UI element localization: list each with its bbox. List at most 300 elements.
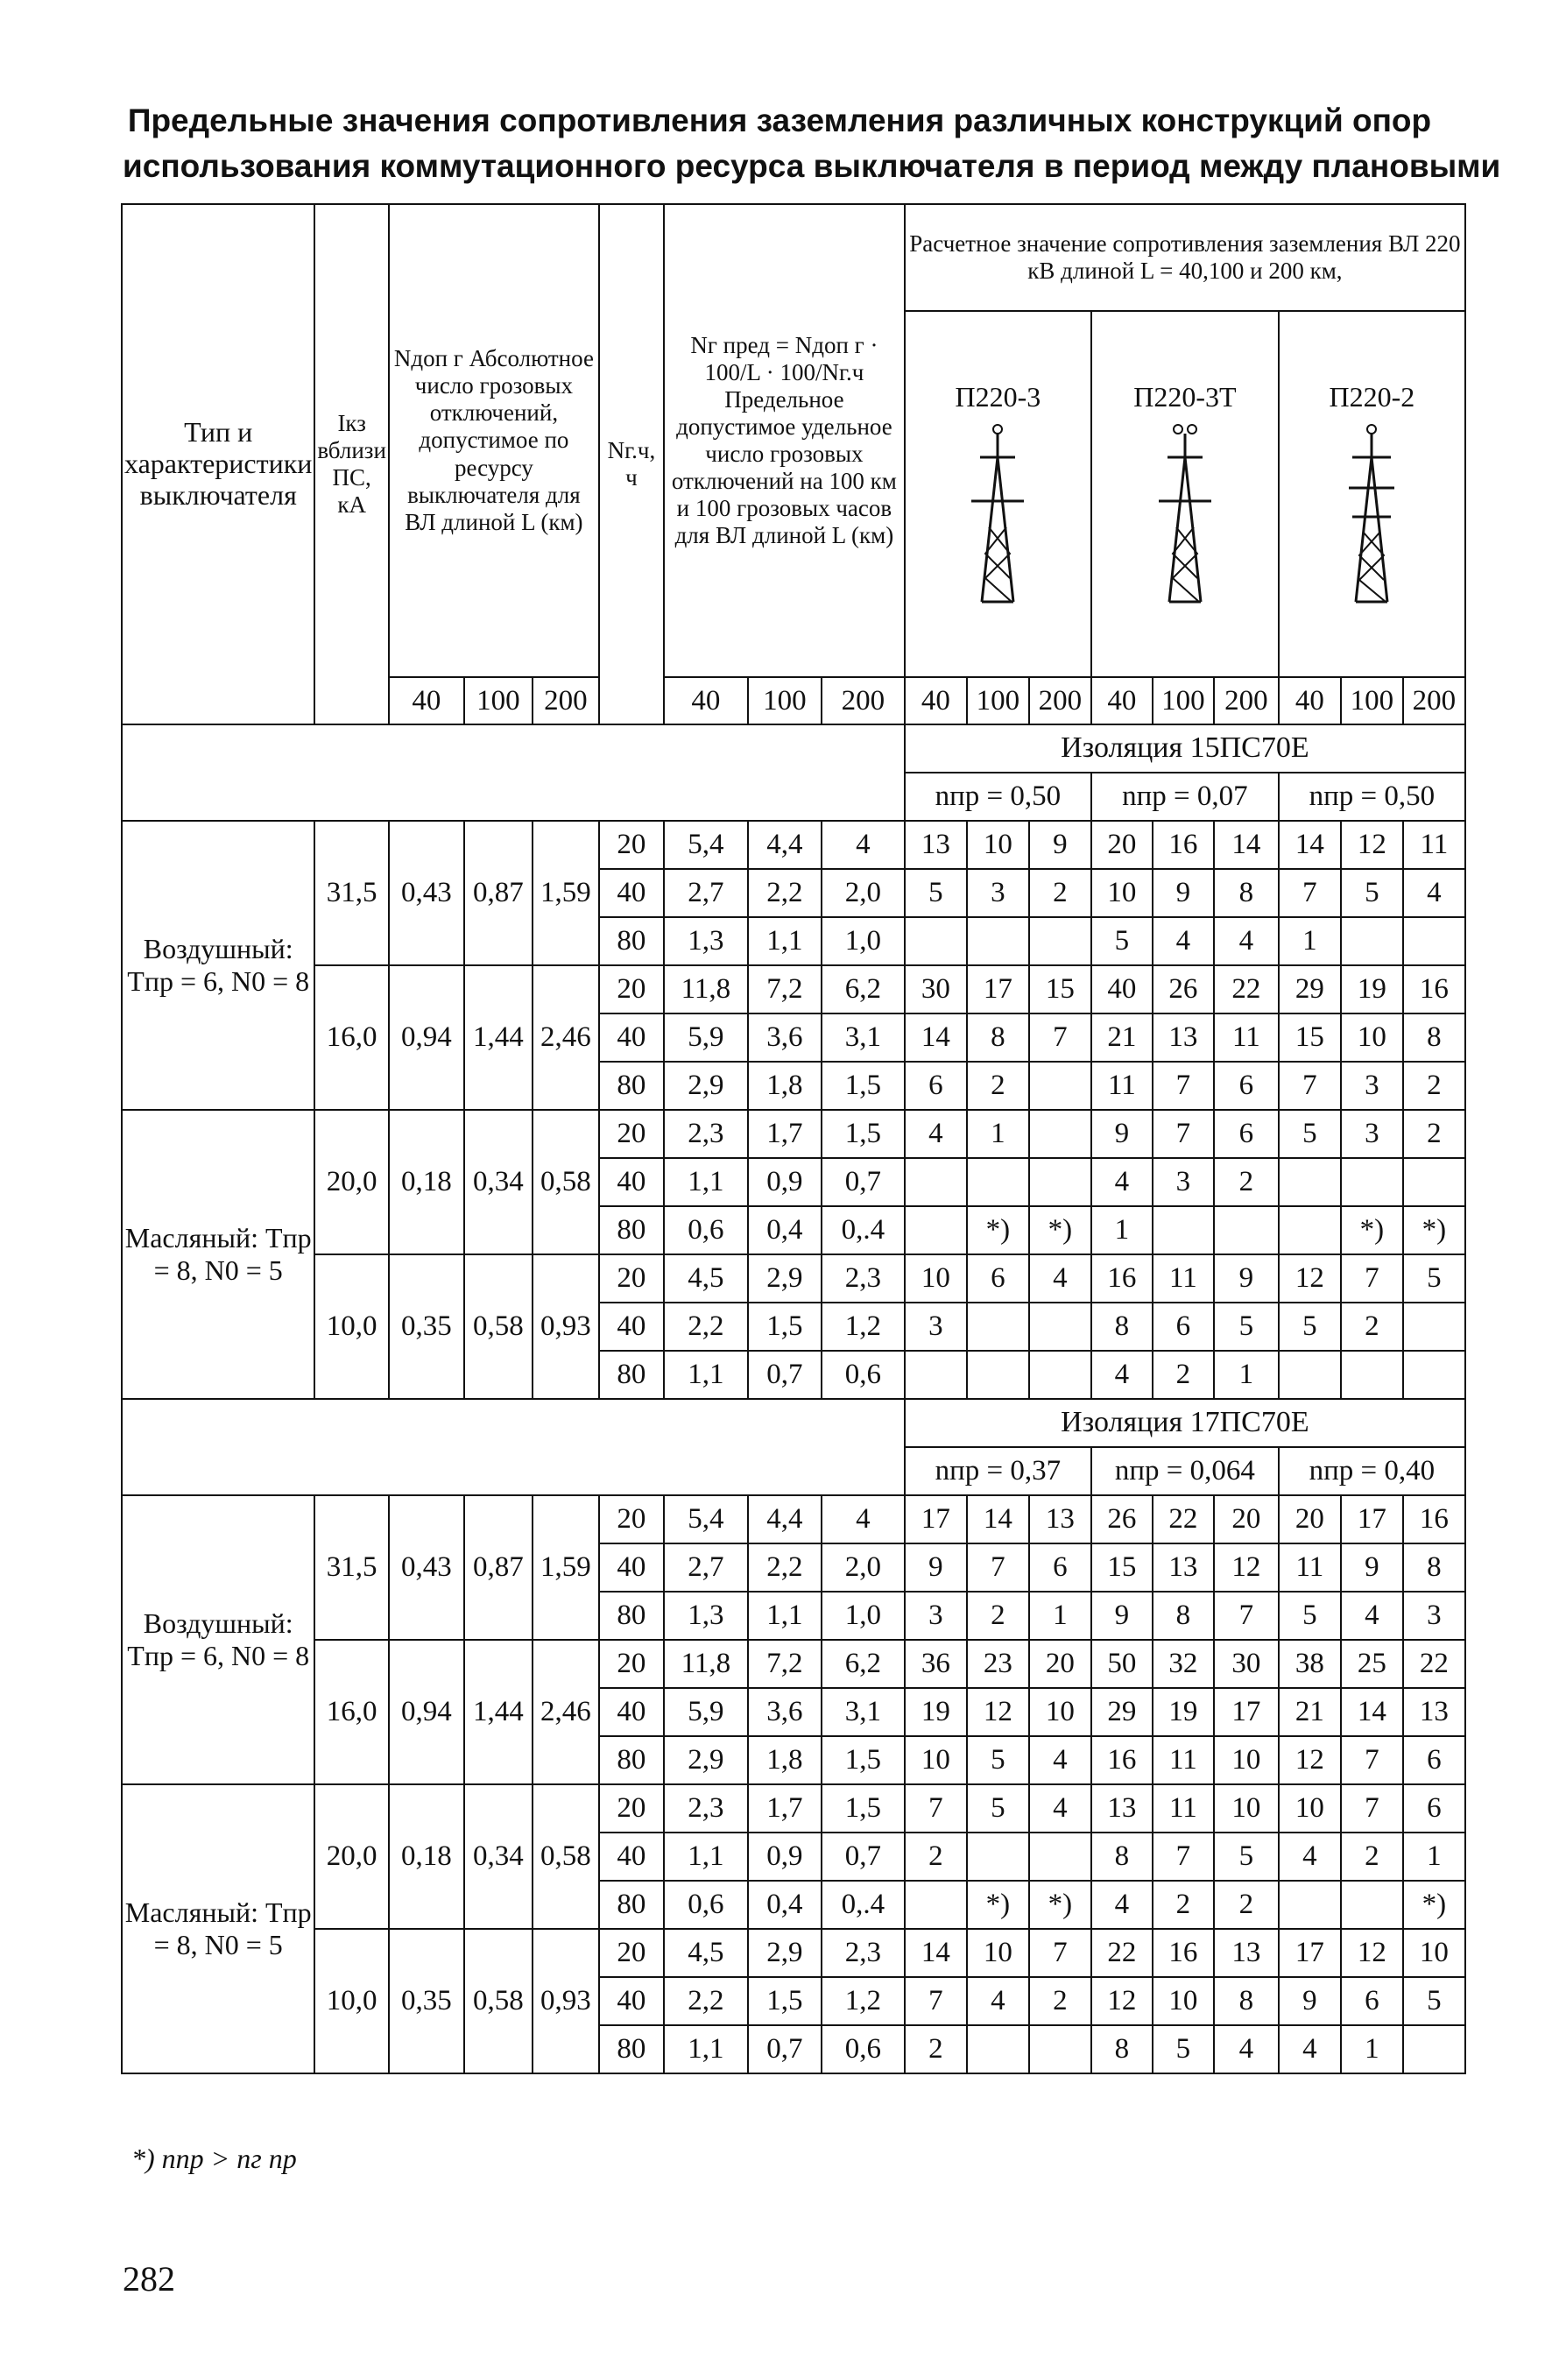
data-cell: 40 xyxy=(599,1688,664,1736)
data-cell: 20 xyxy=(599,1640,664,1688)
data-cell: 10 xyxy=(1091,869,1153,917)
data-cell: 1,0 xyxy=(822,917,905,965)
data-cell: 13 xyxy=(1214,1929,1279,1977)
data-cell: 23 xyxy=(967,1640,1029,1688)
data-cell: 11 xyxy=(1403,821,1465,869)
data-cell: 6,2 xyxy=(822,1640,905,1688)
data-cell: 2 xyxy=(1403,1110,1465,1158)
breaker-type: Масляный: Tпр = 8, N0 = 5 xyxy=(122,1784,314,2073)
data-cell: 17 xyxy=(905,1495,967,1543)
data-cell: 4 xyxy=(1214,917,1279,965)
data-cell: 16 xyxy=(1403,1495,1465,1543)
data-cell: 19 xyxy=(905,1688,967,1736)
data-cell: 4,5 xyxy=(664,1254,748,1303)
data-cell xyxy=(967,1158,1029,1206)
data-cell: 4 xyxy=(1153,917,1214,965)
data-cell xyxy=(905,917,967,965)
table-row xyxy=(122,1110,1465,1158)
data-cell: 14 xyxy=(967,1495,1029,1543)
title-line-1: Предельные значения сопротивления заземления различных конструкций опор xyxy=(127,102,1432,138)
data-cell xyxy=(1403,917,1465,965)
data-cell: 20 xyxy=(1029,1640,1091,1688)
data-cell: 2 xyxy=(1029,869,1091,917)
data-cell: 22 xyxy=(1214,965,1279,1013)
data-cell: 7 xyxy=(967,1543,1029,1592)
data-cell: 16 xyxy=(1403,965,1465,1013)
data-cell: 3 xyxy=(967,869,1029,917)
data-cell: 20 xyxy=(599,1929,664,1977)
data-cell: 1,5 xyxy=(822,1110,905,1158)
ndop-value: 0,34 xyxy=(464,1784,533,1929)
data-cell: 80 xyxy=(599,1592,664,1640)
data-cell: 7 xyxy=(1029,1013,1091,1062)
data-cell: 9 xyxy=(1341,1543,1403,1592)
data-cell: 1,1 xyxy=(664,2025,748,2073)
data-cell: 13 xyxy=(1091,1784,1153,1833)
data-cell: 5 xyxy=(905,869,967,917)
breaker-type: Масляный: Tпр = 8, N0 = 5 xyxy=(122,1110,314,1399)
ndop-value: 0,58 xyxy=(533,1784,599,1929)
ndop-value: 0,93 xyxy=(533,1254,599,1399)
data-cell: 2,2 xyxy=(748,869,822,917)
data-cell: 13 xyxy=(905,821,967,869)
ik-value: 16,0 xyxy=(314,1640,389,1784)
data-cell: 4 xyxy=(1029,1784,1091,1833)
data-cell: 7 xyxy=(1341,1254,1403,1303)
data-cell xyxy=(1403,1158,1465,1206)
insulation-row xyxy=(122,724,1465,773)
data-cell: 14 xyxy=(1214,821,1279,869)
ndop-value: 0,94 xyxy=(389,965,464,1110)
ik-value: 10,0 xyxy=(314,1929,389,2073)
ndop-value: 2,46 xyxy=(533,965,599,1110)
data-cell: 14 xyxy=(905,1929,967,1977)
data-cell: 20 xyxy=(599,965,664,1013)
data-cell: 26 xyxy=(1091,1495,1153,1543)
data-cell: 4 xyxy=(1214,2025,1279,2073)
data-cell: 4 xyxy=(1403,869,1465,917)
data-cell: 40 xyxy=(599,1977,664,2025)
data-cell: 10 xyxy=(1214,1784,1279,1833)
data-cell: 5,4 xyxy=(664,821,748,869)
data-cell: 11 xyxy=(1153,1736,1214,1784)
data-cell: 2,3 xyxy=(664,1110,748,1158)
data-cell: 9 xyxy=(1214,1254,1279,1303)
data-cell: 5,9 xyxy=(664,1688,748,1736)
data-cell: 14 xyxy=(1279,821,1341,869)
insulation-label: Изоляция 15ПС70Е xyxy=(905,724,1465,773)
data-cell: 20 xyxy=(599,821,664,869)
data-cell: 1 xyxy=(1341,2025,1403,2073)
data-cell: 1,5 xyxy=(822,1784,905,1833)
ngch-header: Nг.ч, ч xyxy=(599,204,664,724)
ndop-value: 0,35 xyxy=(389,1254,464,1399)
data-cell: 7 xyxy=(1153,1062,1214,1110)
ndop-value: 0,34 xyxy=(464,1110,533,1254)
data-cell: 2 xyxy=(1214,1881,1279,1929)
data-cell: 2 xyxy=(1029,1977,1091,2025)
ndop-value: 0,58 xyxy=(533,1110,599,1254)
data-cell: 10 xyxy=(1214,1736,1279,1784)
data-cell: 13 xyxy=(1403,1688,1465,1736)
data-cell: 1,5 xyxy=(822,1736,905,1784)
page-title xyxy=(123,98,1501,189)
data-cell: 2,3 xyxy=(822,1254,905,1303)
data-cell: 7,2 xyxy=(748,1640,822,1688)
data-cell: 29 xyxy=(1091,1688,1153,1736)
ndop-value: 1,59 xyxy=(533,821,599,965)
breaker-type: Воздушный: Tпр = 6, N0 = 8 xyxy=(122,821,314,1110)
data-cell: 8 xyxy=(1403,1013,1465,1062)
data-cell: 8 xyxy=(1214,869,1279,917)
data-cell: 8 xyxy=(1403,1543,1465,1592)
data-cell: 10 xyxy=(967,1929,1029,1977)
data-cell: 21 xyxy=(1279,1688,1341,1736)
data-cell: 10 xyxy=(905,1736,967,1784)
data-cell: 0,7 xyxy=(822,1833,905,1881)
ik-value: 16,0 xyxy=(314,965,389,1110)
data-cell: 22 xyxy=(1091,1929,1153,1977)
ik-value: 20,0 xyxy=(314,1784,389,1929)
ndop-header: Nдоп г Абсолютное число грозовых отключений, допустимое по ресурсу выключателя для ВЛ длиной L (км) xyxy=(389,204,599,677)
footnote: *) nпр > nг пр xyxy=(131,2143,297,2174)
data-cell: 1,1 xyxy=(748,917,822,965)
data-cell: 20 xyxy=(1091,821,1153,869)
data-cell: 38 xyxy=(1279,1640,1341,1688)
len-header: 200 xyxy=(1403,677,1465,724)
data-cell: 1 xyxy=(1214,1351,1279,1399)
len-header: 200 xyxy=(1029,677,1091,724)
resistance-header: Расчетное значение сопротивления заземления ВЛ 220 кВ длиной L = 40,100 и 200 км, xyxy=(905,204,1465,311)
data-cell: 3 xyxy=(1403,1592,1465,1640)
data-cell xyxy=(1029,917,1091,965)
data-cell: 4 xyxy=(1279,1833,1341,1881)
data-cell: 6 xyxy=(1214,1062,1279,1110)
ndop-value: 1,44 xyxy=(464,965,533,1110)
data-cell: 1,2 xyxy=(822,1977,905,2025)
data-cell: 4 xyxy=(822,821,905,869)
data-cell: 4 xyxy=(967,1977,1029,2025)
data-cell: 9 xyxy=(1091,1592,1153,1640)
data-cell xyxy=(1279,1206,1341,1254)
data-cell: 8 xyxy=(967,1013,1029,1062)
data-cell: 11 xyxy=(1279,1543,1341,1592)
ndop-value: 0,58 xyxy=(464,1254,533,1399)
table-row xyxy=(122,821,1465,869)
data-cell: 80 xyxy=(599,1062,664,1110)
data-cell xyxy=(905,1158,967,1206)
data-cell: 10 xyxy=(1029,1688,1091,1736)
tower-name: П220-3Т xyxy=(1133,381,1237,413)
data-cell: 1,8 xyxy=(748,1736,822,1784)
data-cell: 5 xyxy=(1403,1254,1465,1303)
data-cell: 21 xyxy=(1091,1013,1153,1062)
data-cell: 11 xyxy=(1153,1254,1214,1303)
data-cell: 40 xyxy=(599,1543,664,1592)
n-value: nпр = 0,40 xyxy=(1279,1447,1465,1495)
data-cell: 12 xyxy=(1214,1543,1279,1592)
tower-p220-3 xyxy=(905,311,1091,677)
data-cell: 8 xyxy=(1091,1833,1153,1881)
data-cell: 0,4 xyxy=(748,1881,822,1929)
ndop-value: 1,59 xyxy=(533,1495,599,1640)
data-cell: 40 xyxy=(599,1303,664,1351)
blank-cell xyxy=(122,724,905,821)
npred-header: Nг пред = Nдоп г · 100/L · 100/Nг.ч Предельное допустимое удельное число грозовых отключений на 100 км и 100 грозовых часов для ВЛ длиной L (км) xyxy=(664,204,905,677)
data-cell: 10 xyxy=(1341,1013,1403,1062)
data-cell: 7 xyxy=(905,1784,967,1833)
data-cell: 4 xyxy=(1341,1592,1403,1640)
ik-value: 31,5 xyxy=(314,1495,389,1640)
data-cell: 40 xyxy=(599,1013,664,1062)
data-cell: 3,1 xyxy=(822,1688,905,1736)
data-cell: 0,9 xyxy=(748,1158,822,1206)
data-cell: 12 xyxy=(1091,1977,1153,2025)
data-cell: 12 xyxy=(1341,1929,1403,1977)
len-header: 200 xyxy=(1214,677,1279,724)
data-cell xyxy=(1341,917,1403,965)
tower-name: П220-3 xyxy=(955,381,1041,413)
data-cell: 1,3 xyxy=(664,917,748,965)
data-cell: 1,5 xyxy=(748,1977,822,2025)
data-cell: 15 xyxy=(1279,1013,1341,1062)
data-cell: 9 xyxy=(1091,1110,1153,1158)
data-cell: 16 xyxy=(1153,1929,1214,1977)
data-cell: 12 xyxy=(967,1688,1029,1736)
len-header: 100 xyxy=(967,677,1029,724)
data-cell: 29 xyxy=(1279,965,1341,1013)
data-cell xyxy=(905,1206,967,1254)
data-cell: 2,2 xyxy=(664,1977,748,2025)
data-cell: 1 xyxy=(1029,1592,1091,1640)
data-cell: 3,1 xyxy=(822,1013,905,1062)
data-cell: 4 xyxy=(1091,1158,1153,1206)
data-cell: 2,2 xyxy=(748,1543,822,1592)
data-cell: 3 xyxy=(905,1592,967,1640)
data-cell: 30 xyxy=(905,965,967,1013)
data-cell: 3 xyxy=(1153,1158,1214,1206)
data-cell: 4 xyxy=(1029,1736,1091,1784)
data-cell: *) xyxy=(1341,1206,1403,1254)
data-cell: 9 xyxy=(905,1543,967,1592)
data-cell: 2 xyxy=(905,1833,967,1881)
len-header: 40 xyxy=(1091,677,1153,724)
n-value: nпр = 0,50 xyxy=(905,773,1091,821)
data-cell: 17 xyxy=(1341,1495,1403,1543)
data-cell: 0,7 xyxy=(748,2025,822,2073)
data-cell: 17 xyxy=(1214,1688,1279,1736)
len-header: 40 xyxy=(664,677,748,724)
ndop-value: 0,93 xyxy=(533,1929,599,2073)
data-cell: 2 xyxy=(1153,1881,1214,1929)
data-cell: 20 xyxy=(1279,1495,1341,1543)
data-cell: 2,3 xyxy=(664,1784,748,1833)
data-cell: 13 xyxy=(1153,1013,1214,1062)
data-cell: 14 xyxy=(905,1013,967,1062)
data-cell: 13 xyxy=(1029,1495,1091,1543)
data-cell: 1,1 xyxy=(748,1592,822,1640)
data-cell: 1 xyxy=(1403,1833,1465,1881)
data-cell: 2,7 xyxy=(664,869,748,917)
data-cell: 10 xyxy=(1279,1784,1341,1833)
data-cell: 80 xyxy=(599,2025,664,2073)
data-cell xyxy=(967,1833,1029,1881)
data-cell: 11 xyxy=(1214,1013,1279,1062)
len-header: 100 xyxy=(748,677,822,724)
ik-value: 10,0 xyxy=(314,1254,389,1399)
data-cell: 20 xyxy=(599,1784,664,1833)
data-cell: 20 xyxy=(599,1495,664,1543)
type-header: Тип и характеристики выключателя xyxy=(122,204,314,724)
data-cell xyxy=(967,1351,1029,1399)
data-cell: 20 xyxy=(599,1110,664,1158)
data-cell: 11 xyxy=(1153,1784,1214,1833)
data-cell: 17 xyxy=(1279,1929,1341,1977)
data-cell: 1 xyxy=(967,1110,1029,1158)
n-value: nпр = 0,50 xyxy=(1279,773,1465,821)
data-cell: 0,7 xyxy=(748,1351,822,1399)
data-cell: 3 xyxy=(1341,1062,1403,1110)
data-cell: 5 xyxy=(1279,1592,1341,1640)
data-cell: 7 xyxy=(1279,869,1341,917)
data-cell: 0,.4 xyxy=(822,1206,905,1254)
data-cell: 20 xyxy=(1214,1495,1279,1543)
table-row xyxy=(122,1495,1465,1543)
data-cell: 1 xyxy=(1279,917,1341,965)
data-cell: 7 xyxy=(1153,1833,1214,1881)
data-cell: 0,.4 xyxy=(822,1881,905,1929)
data-cell xyxy=(905,1881,967,1929)
n-value: nпр = 0,37 xyxy=(905,1447,1091,1495)
ndop-value: 0,58 xyxy=(464,1929,533,2073)
data-cell: 2,9 xyxy=(748,1929,822,1977)
data-cell: 12 xyxy=(1279,1254,1341,1303)
data-cell: 4 xyxy=(905,1110,967,1158)
data-cell: 5 xyxy=(1214,1303,1279,1351)
resistance-table xyxy=(121,203,1466,2074)
data-cell: 15 xyxy=(1029,965,1091,1013)
data-cell xyxy=(967,2025,1029,2073)
data-cell: 1,1 xyxy=(664,1351,748,1399)
data-cell: 2,0 xyxy=(822,1543,905,1592)
data-cell: 80 xyxy=(599,1736,664,1784)
data-cell: *) xyxy=(967,1881,1029,1929)
table-row xyxy=(122,1640,1465,1688)
data-cell: 80 xyxy=(599,1881,664,1929)
len-header: 40 xyxy=(1279,677,1341,724)
breaker-type: Воздушный: Tпр = 6, N0 = 8 xyxy=(122,1495,314,1784)
len-header: 40 xyxy=(389,677,464,724)
data-cell: 6 xyxy=(967,1254,1029,1303)
data-cell: *) xyxy=(1403,1881,1465,1929)
data-cell: 11,8 xyxy=(664,1640,748,1688)
table-row xyxy=(122,1784,1465,1833)
data-cell: 80 xyxy=(599,917,664,965)
data-cell: 5,9 xyxy=(664,1013,748,1062)
data-cell: 16 xyxy=(1091,1736,1153,1784)
data-cell: 1,5 xyxy=(748,1303,822,1351)
data-cell: 12 xyxy=(1279,1736,1341,1784)
data-cell: 1,1 xyxy=(664,1158,748,1206)
data-cell: 5 xyxy=(1091,917,1153,965)
data-cell: 6 xyxy=(905,1062,967,1110)
ndop-value: 0,18 xyxy=(389,1110,464,1254)
data-cell: 0,7 xyxy=(822,1158,905,1206)
data-cell: 8 xyxy=(1153,1592,1214,1640)
data-cell: 5 xyxy=(967,1736,1029,1784)
data-cell: 4 xyxy=(1029,1254,1091,1303)
data-cell: 5 xyxy=(1214,1833,1279,1881)
data-cell: 5,4 xyxy=(664,1495,748,1543)
insulation-row xyxy=(122,1399,1465,1447)
data-cell: 6 xyxy=(1341,1977,1403,2025)
data-cell xyxy=(1403,2025,1465,2073)
data-cell xyxy=(1403,1351,1465,1399)
data-cell: 0,4 xyxy=(748,1206,822,1254)
data-cell: 9 xyxy=(1279,1977,1341,2025)
data-cell: 10 xyxy=(967,821,1029,869)
table-body xyxy=(122,724,1465,2073)
data-cell: *) xyxy=(1403,1206,1465,1254)
data-cell: 7 xyxy=(1153,1110,1214,1158)
len-header: 100 xyxy=(1153,677,1214,724)
data-cell: 2 xyxy=(967,1062,1029,1110)
len-header: 100 xyxy=(464,677,533,724)
data-cell: 26 xyxy=(1153,965,1214,1013)
data-cell: 1,7 xyxy=(748,1784,822,1833)
data-cell: 1,0 xyxy=(822,1592,905,1640)
data-cell: 0,6 xyxy=(664,1206,748,1254)
data-cell: 19 xyxy=(1341,965,1403,1013)
tower-icon xyxy=(1150,422,1220,606)
data-cell: 2,7 xyxy=(664,1543,748,1592)
data-cell xyxy=(1214,1206,1279,1254)
data-cell: 5 xyxy=(1279,1303,1341,1351)
data-cell: *) xyxy=(1029,1206,1091,1254)
data-cell: 8 xyxy=(1214,1977,1279,2025)
data-cell: 7 xyxy=(1279,1062,1341,1110)
tower-icon xyxy=(963,422,1033,606)
data-cell xyxy=(1341,1881,1403,1929)
data-cell: 4,4 xyxy=(748,821,822,869)
data-cell: 10 xyxy=(1153,1977,1214,2025)
data-cell: 11 xyxy=(1091,1062,1153,1110)
data-cell: 40 xyxy=(599,1158,664,1206)
data-cell: 19 xyxy=(1153,1688,1214,1736)
len-header: 200 xyxy=(533,677,599,724)
data-cell: *) xyxy=(1029,1881,1091,1929)
data-cell: 17 xyxy=(967,965,1029,1013)
data-cell: 1 xyxy=(1091,1206,1153,1254)
data-cell: 2,9 xyxy=(748,1254,822,1303)
data-cell xyxy=(1029,2025,1091,2073)
n-value: nпр = 0,064 xyxy=(1091,1447,1279,1495)
data-cell: 0,6 xyxy=(822,1351,905,1399)
data-cell: 0,6 xyxy=(822,2025,905,2073)
data-cell: 1,5 xyxy=(822,1062,905,1110)
data-cell: 3,6 xyxy=(748,1013,822,1062)
data-cell xyxy=(1153,1206,1214,1254)
page-number: 282 xyxy=(123,2259,175,2299)
table-row xyxy=(122,1929,1465,1977)
data-cell: 7 xyxy=(1341,1736,1403,1784)
data-cell: 6 xyxy=(1403,1736,1465,1784)
data-cell xyxy=(967,917,1029,965)
data-cell: 7 xyxy=(1341,1784,1403,1833)
data-cell: 2 xyxy=(1153,1351,1214,1399)
data-cell xyxy=(1029,1110,1091,1158)
data-cell: 1,1 xyxy=(664,1833,748,1881)
